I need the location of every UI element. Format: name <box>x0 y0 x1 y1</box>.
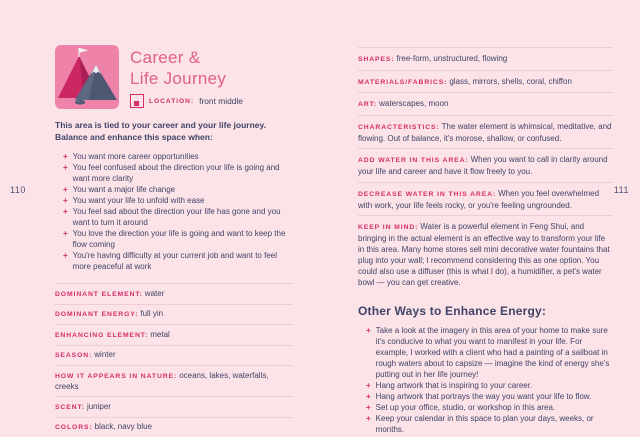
intro-line1: This area is tied to your career and your life journey. <box>55 120 293 132</box>
attr-label: CHARACTERISTICS: <box>358 124 440 131</box>
location-dot <box>134 101 139 106</box>
attr-label: HOW IT APPEARS IN NATURE: <box>55 373 177 380</box>
list-item <box>63 250 293 272</box>
plus-bullet-icon: + <box>366 391 371 402</box>
page-title <box>130 47 243 89</box>
attr-value: waterscapes, moon <box>379 99 448 108</box>
page-number-right: 111 <box>614 185 629 195</box>
section-heading-enhance-energy: Other Ways to Enhance Energy: <box>358 304 613 318</box>
table-row <box>358 115 613 149</box>
list-item-text: You feel confused about the direction your life is going and want more clarity <box>73 162 293 184</box>
table-row <box>55 396 293 417</box>
table-row <box>358 182 613 216</box>
intro-paragraph <box>55 120 293 143</box>
list-item-text: You feel sad about the direction your life has gone and you want to turn it around <box>73 206 293 228</box>
attr-value: oceans, lakes, waterfalls, creeks <box>55 371 269 392</box>
plus-bullet-icon: + <box>366 402 371 413</box>
table-row <box>55 324 293 345</box>
location-label: LOCATION: <box>149 98 194 105</box>
attr-label: ART: <box>358 101 377 108</box>
attr-value: When you want to call in clarity around your life and career and have it flow freely to you. <box>358 155 608 176</box>
table-row <box>358 215 613 293</box>
attr-label: DECREASE WATER IN THIS AREA: <box>358 191 496 198</box>
list-item-text: You want a major life change <box>73 184 175 195</box>
title-block <box>130 45 243 109</box>
attr-label: SCENT: <box>55 404 85 411</box>
plus-bullet-icon: + <box>63 206 68 228</box>
list-item-text: You're having difficulty at your current job and want to feel more peaceful at work <box>73 250 293 272</box>
attr-label: SHAPES: <box>358 56 395 63</box>
list-item-text: You want more career opportunities <box>73 151 199 162</box>
page-title-line1: Career & <box>130 47 243 68</box>
list-item-text: Keep your calendar in this space to plan your days, weeks, or months. <box>376 413 613 435</box>
attr-label: ENHANCING ELEMENT: <box>55 332 148 339</box>
list-item <box>63 151 293 162</box>
attr-label: SEASON: <box>55 352 92 359</box>
plus-bullet-icon: + <box>63 195 68 206</box>
list-item <box>366 380 613 391</box>
table-row <box>55 345 293 366</box>
attr-value: winter <box>94 350 115 359</box>
attr-value: When you feel overwhelmed with work, your life feels rocky, or you're feeling ungrounded. <box>358 189 599 210</box>
location-square-icon <box>130 94 144 108</box>
list-item-text: You love the direction your life is going and want to keep the flow coming <box>73 228 293 250</box>
attr-label: KEEP IN MIND: <box>358 224 418 231</box>
attr-value: full yin <box>140 309 163 318</box>
enhance-bullet-list <box>358 325 613 435</box>
attr-value: Water is a powerful element in Feng Shui, and bringing in the actual element is an effective way to transform your life in this area. Many home stores sell mini decorative water fountains that plug into your wall; I recommend considering this as one option. You could also use a diffuser (this is what I do), a humidifier, a pet's water bowl — you can get creative. <box>358 222 610 287</box>
plus-bullet-icon: + <box>63 228 68 250</box>
list-item <box>63 162 293 184</box>
list-item <box>63 184 293 195</box>
right-page <box>358 40 613 435</box>
list-item <box>63 206 293 228</box>
list-item-text: Take a look at the imagery in this area of your home to make sure it's conducive to what you want to manifest in your life. For example, I worked with a client who had a painting of a sailboat in rough waters about to capsize — imagine the kind of energy she's putting out in her life journey! <box>376 325 613 380</box>
page-title-line2: Life Journey <box>130 68 243 89</box>
attr-value: The water element is whimsical, meditative, and flowing. Out of balance, it's morose, shallow, or confused. <box>358 122 611 143</box>
attr-label: COLORS: <box>55 424 93 431</box>
table-row <box>55 417 293 437</box>
location-value: front middle <box>199 96 243 106</box>
attr-label: DOMINANT ELEMENT: <box>55 291 143 298</box>
attr-value: water <box>145 289 165 298</box>
list-item-text: You want your life to unfold with ease <box>73 195 205 206</box>
list-item <box>366 325 613 380</box>
table-row <box>55 283 293 304</box>
list-item <box>63 195 293 206</box>
balance-bullet-list <box>55 151 293 272</box>
plus-bullet-icon: + <box>63 184 68 195</box>
chapter-header <box>55 45 293 109</box>
attr-value: juniper <box>87 402 111 411</box>
attribute-list-left <box>55 283 293 437</box>
plus-bullet-icon: + <box>366 413 371 435</box>
attr-label: MATERIALS/FABRICS: <box>358 79 447 86</box>
page-number-left: 110 <box>10 185 26 195</box>
location-row <box>130 94 243 108</box>
plus-bullet-icon: + <box>63 162 68 184</box>
intro-line2: Balance and enhance this space when: <box>55 132 293 144</box>
table-row <box>358 148 613 182</box>
attr-value: free-form, unstructured, flowing <box>397 54 508 63</box>
attr-value: glass, mirrors, shells, coral, chiffon <box>449 77 572 86</box>
table-row <box>55 304 293 325</box>
attr-value: metal <box>150 330 170 339</box>
plus-bullet-icon: + <box>63 250 68 272</box>
attr-label: ADD WATER IN THIS AREA: <box>358 157 469 164</box>
table-row <box>358 47 613 70</box>
plus-bullet-icon: + <box>63 151 68 162</box>
list-item <box>366 391 613 402</box>
attr-label: DOMINANT ENERGY: <box>55 311 138 318</box>
list-item <box>366 402 613 413</box>
mountain-flag-illustration <box>55 45 119 109</box>
plus-bullet-icon: + <box>366 325 371 380</box>
attribute-list-right <box>358 47 613 293</box>
list-item <box>366 413 613 435</box>
list-item-text: Hang artwork that is inspiring to your career. <box>376 380 533 391</box>
table-row <box>358 70 613 93</box>
table-row <box>55 365 293 396</box>
list-item-text: Hang artwork that portrays the way you want your life to flow. <box>376 391 592 402</box>
left-page <box>55 45 293 437</box>
list-item <box>63 228 293 250</box>
attr-value: black, navy blue <box>95 422 152 431</box>
list-item-text: Set up your office, studio, or workshop in this area. <box>376 402 556 413</box>
plus-bullet-icon: + <box>366 380 371 391</box>
table-row <box>358 92 613 115</box>
